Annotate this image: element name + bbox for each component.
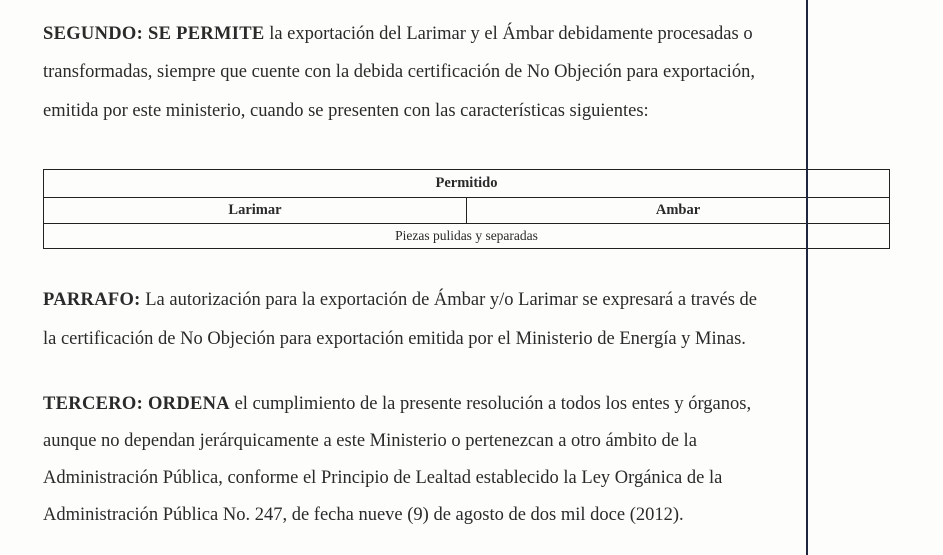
table-column-larimar: Larimar bbox=[44, 198, 467, 224]
vertical-scan-line bbox=[806, 0, 808, 555]
tercero-line-3: Administración Pública, conforme el Principio de Lealtad establecido la Ley Orgánica de la bbox=[43, 468, 723, 488]
table-body-cell: Piezas pulidas y separadas bbox=[44, 224, 890, 249]
tercero-line-2: aunque no dependan jerárquicamente a este Ministerio o pertenezcan a otro ámbito de la bbox=[43, 431, 697, 451]
parrafo-heading: PARRAFO: bbox=[43, 290, 141, 310]
tercero-heading: TERCERO: ORDENA bbox=[43, 394, 230, 414]
segundo-line-3: emitida por este ministerio, cuando se presenten con las características siguientes: bbox=[43, 101, 649, 121]
segundo-line-1 bbox=[43, 24, 891, 45]
parrafo-line-2: la certificación de No Objeción para exportación emitida por el Ministerio de Energía y Minas. bbox=[43, 329, 746, 349]
parrafo-line1-text: La autorización para la exportación de Ámbar y/o Larimar se expresará a través de bbox=[145, 290, 757, 310]
segundo-heading: SEGUNDO: SE PERMITE bbox=[43, 24, 265, 44]
tercero-line-4: Administración Pública No. 247, de fecha nueve (9) de agosto de dos mil doce (2012). bbox=[43, 505, 684, 525]
tercero-line-1 bbox=[43, 394, 751, 415]
permitted-table bbox=[43, 169, 890, 249]
segundo-line1-text: la exportación del Larimar y el Ámbar debidamente procesadas o bbox=[269, 24, 753, 44]
segundo-line-2: transformadas, siempre que cuente con la debida certificación de No Objeción para exportación, bbox=[43, 62, 755, 82]
table-header-permitido: Permitido bbox=[44, 170, 890, 198]
parrafo-line-1 bbox=[43, 290, 757, 311]
table-column-ambar: Ambar bbox=[467, 198, 890, 224]
tercero-line1-text: el cumplimiento de la presente resolución a todos los entes y órganos, bbox=[234, 394, 752, 414]
